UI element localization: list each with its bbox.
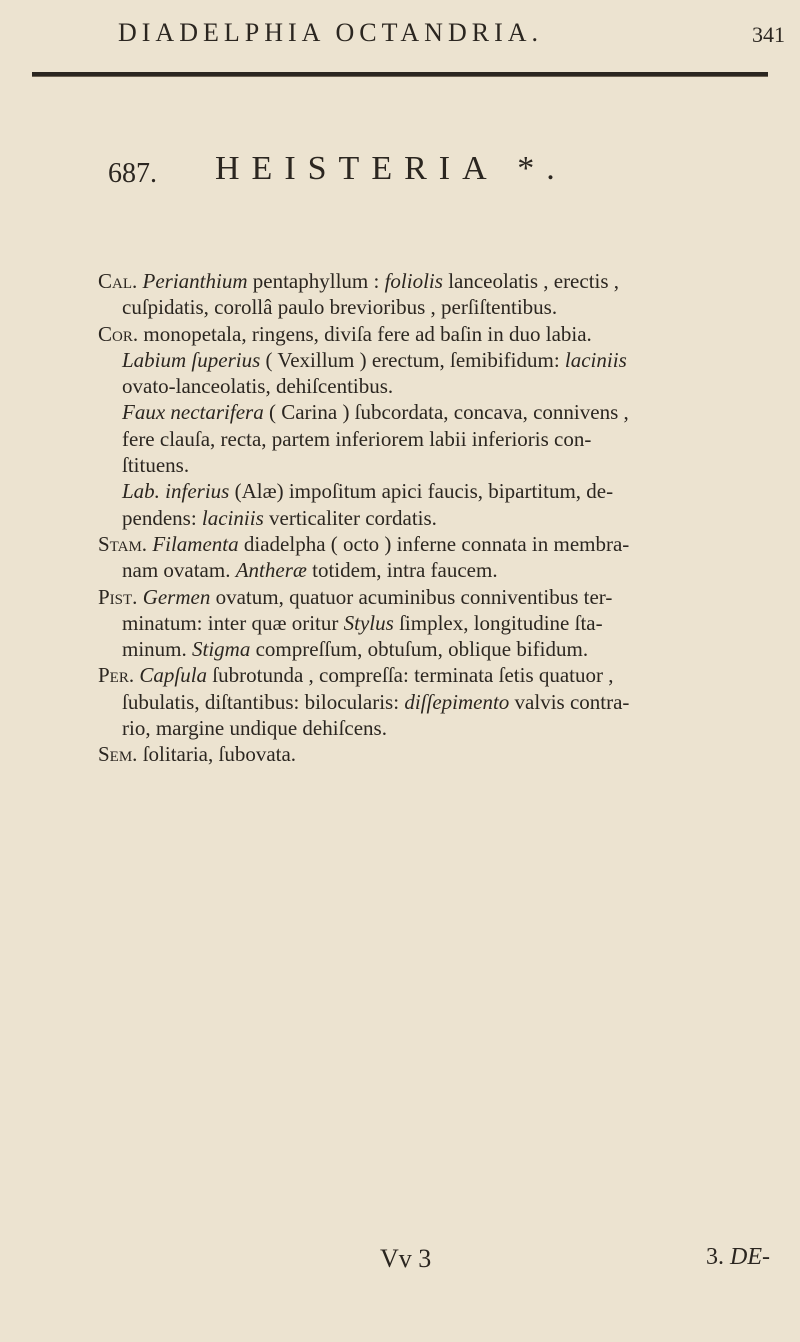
running-head: DIADELPHIA OCTANDRIA. [118, 18, 544, 47]
text-run: totidem, intra faucem. [306, 558, 498, 583]
text-run: valvis contra- [509, 689, 630, 714]
text-run: ſubulatis, diſtantibus: bilocularis: [122, 689, 405, 714]
botanical-term: diſſepimento [404, 689, 510, 714]
botanical-term: Perianthium [142, 269, 248, 293]
text-run: compreſſum, obtuſum, oblique bifidum. [250, 637, 589, 662]
text-run: ( Vexillum ) erectum, ſemibifidum: [260, 347, 565, 372]
botanical-term: Germen [142, 584, 211, 609]
signature-mark: Vv 3 [380, 1244, 432, 1273]
text-run: pentaphyllum : [247, 269, 385, 293]
section-label: Cor. [98, 321, 139, 346]
section-label: Cal. [98, 269, 138, 293]
botanical-term: foliolis [384, 269, 443, 293]
genus-description [98, 268, 778, 768]
text-line [98, 399, 778, 425]
section-label: Per. [98, 663, 135, 688]
text-line [98, 610, 778, 636]
text-run: pendens: [122, 505, 202, 530]
text-line [98, 505, 778, 531]
text-line [98, 662, 778, 688]
text-line [98, 689, 778, 715]
text-run: ſubrotunda , compreſſa: terminata ſetis quatuor , [207, 663, 614, 688]
text-run: cuſpidatis, corollâ paulo brevioribus , perſiſtentibus. [122, 295, 558, 320]
text-line [98, 373, 778, 399]
genus-title: HEISTERIA *. [215, 150, 567, 187]
text-run: (Alæ) impoſitum apici faucis, bipartitum, de- [229, 479, 614, 504]
text-line [98, 741, 778, 767]
section-label: Stam. [98, 531, 148, 556]
text-line [98, 294, 778, 320]
text-line [98, 321, 778, 347]
genus-number: 687. [108, 158, 157, 189]
page-number: 341 [752, 22, 785, 47]
botanical-term: Faux nectarifera [122, 400, 264, 425]
text-run: minatum: inter quæ oritur [122, 610, 344, 635]
text-line [98, 478, 778, 504]
text-line [98, 636, 778, 662]
botanical-term: Lab. inferius [122, 479, 230, 504]
botanical-term: Stigma [192, 637, 251, 662]
section-label: Pist. [98, 584, 138, 609]
text-line [98, 715, 778, 741]
text-line [98, 531, 778, 557]
text-run: ovatum, quatuor acuminibus conniventibus ter- [210, 584, 613, 609]
text-run: fere clauſa, recta, partem inferiorem labii inferioris con- [122, 426, 592, 451]
botanical-term: Antheræ [235, 558, 307, 583]
section-label: Sem. [98, 742, 138, 767]
text-run: ovato-lanceolatis, dehiſcentibus. [122, 374, 394, 399]
text-run: monopetala, ringens, diviſa fere ad baſin in duo labia. [138, 321, 592, 346]
text-run: rio, margine undique dehiſcens. [122, 716, 387, 741]
catchword-text: DE- [730, 1244, 770, 1270]
text-line [98, 268, 778, 294]
text-run: ſimplex, longitudine ſta- [393, 610, 603, 635]
text-run: ſtituens. [122, 453, 190, 478]
text-run: ( Carina ) ſubcordata, concava, connivens , [263, 400, 629, 425]
text-run: minum. [122, 637, 193, 662]
text-line [98, 347, 778, 373]
text-run: diadelpha ( octo ) inferne connata in membra- [238, 531, 630, 556]
botanical-term: Filamenta [152, 531, 239, 556]
text-line [98, 426, 778, 452]
text-line [98, 557, 778, 583]
botanical-term: Capſula [139, 663, 208, 688]
botanical-term: Labium ſuperius [122, 347, 261, 372]
botanical-term: laciniis [564, 347, 627, 372]
text-run: lanceolatis , erectis , [442, 269, 620, 293]
header-rule [32, 72, 768, 77]
catchword-number: 3. [706, 1244, 724, 1270]
text-run: ſolitaria, ſubovata. [137, 742, 297, 767]
text-line [98, 584, 778, 610]
botanical-term: Stylus [343, 610, 394, 635]
botanical-term: laciniis [201, 505, 264, 530]
text-run: nam ovatam. [122, 558, 236, 583]
text-run: verticaliter cordatis. [263, 505, 437, 530]
catchword [706, 1244, 770, 1271]
text-line [98, 452, 778, 478]
